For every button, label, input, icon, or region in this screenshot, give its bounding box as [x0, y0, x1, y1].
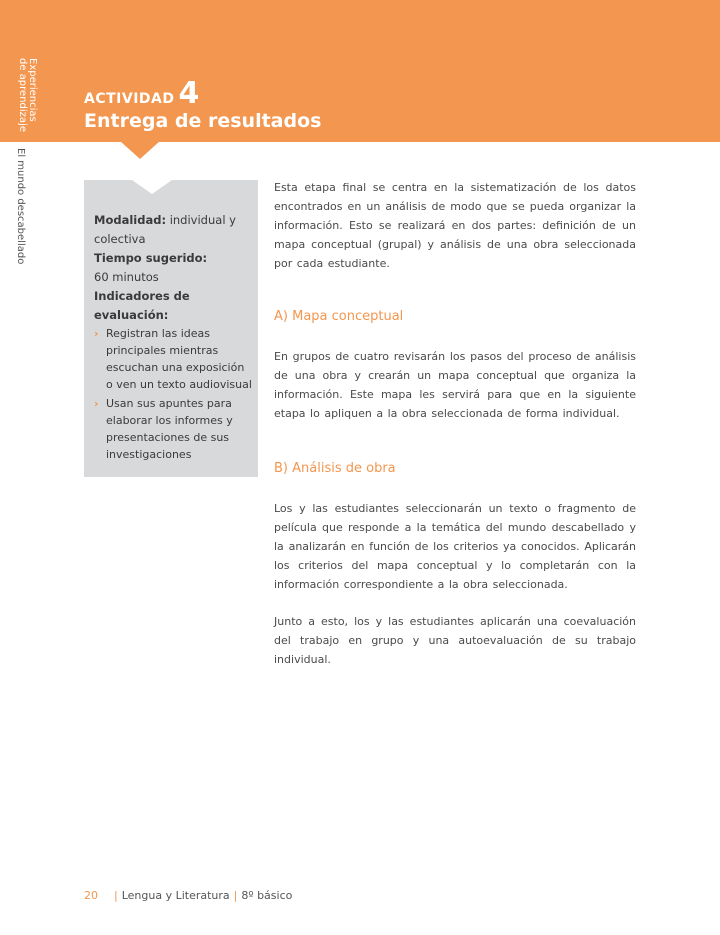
- tiempo-label: Tiempo sugerido:: [94, 251, 208, 265]
- side-label-unit: El mundo descabellado: [15, 148, 26, 265]
- side-label-experiencias: Experiencias: [27, 58, 38, 122]
- section-a-paragraph: En grupos de cuatro revisarán los pasos del proceso de análisis de una obra y crearán un mapa conceptual que organiza la información. Este mapa les servirá para que en la siguiente etapa lo apliquen a la obra seleccionada de forma individual.: [274, 350, 636, 420]
- indicadores-label: Indicadores de evaluación:: [94, 289, 190, 322]
- modalidad-label: Modalidad:: [94, 213, 167, 227]
- footer-separator: |: [114, 889, 118, 902]
- activity-kicker-label: ACTIVIDAD: [84, 91, 175, 107]
- sidebox-notch: [132, 180, 172, 194]
- list-item: › Usan sus apuntes para elaborar los informes y presentaciones de sus investigaciones: [94, 395, 254, 463]
- footer-separator: |: [233, 889, 238, 902]
- activity-kicker: [84, 76, 200, 111]
- modalidad-row: [94, 211, 254, 249]
- tiempo-value: 60 minutos: [94, 270, 159, 284]
- section-b-paragraph: Los y las estudiantes seleccionarán un texto o fragmento de película que responde a la temática del mundo descabellado y la analizarán en función de los criterios ya conocidos. Aplicarán los criterios del mapa conceptual y lo completarán con la información correspondiente a la obra seleccionada.: [274, 502, 636, 591]
- header-notch: [120, 141, 160, 159]
- page-title: Entrega de resultados: [84, 110, 322, 132]
- side-label-aprendizaje: de aprendizaje: [17, 58, 28, 132]
- page-number: 20: [84, 889, 98, 902]
- footer-subject: Lengua y Literatura: [121, 889, 230, 902]
- modalidad-value: individual y colectiva: [94, 213, 236, 246]
- sidebox-content: [94, 211, 254, 465]
- indicadores-list: [94, 325, 254, 463]
- section-b-heading: B) Análisis de obra: [274, 461, 396, 476]
- closing-paragraph: Junto a esto, los y las estudiantes aplicarán una coevaluación del trabajo en grupo y una autoevaluación de su trabajo individual.: [274, 615, 636, 666]
- footer-grade: 8º básico: [241, 889, 293, 902]
- section-a-heading: A) Mapa conceptual: [274, 309, 404, 324]
- activity-number: 4: [178, 76, 200, 111]
- page-footer: [84, 889, 292, 902]
- intro-paragraph: Esta etapa final se centra en la sistematización de los datos encontrados en un análisis de modo que se pueda organizar la información. Esto se realizará en dos partes: definición de un mapa conceptual (grupal) y análisis de una obra seleccionada por cada estudiante.: [274, 181, 636, 270]
- list-item: › Registran las ideas principales mientras escuchan una exposición o ven un texto audiovisual: [94, 325, 254, 393]
